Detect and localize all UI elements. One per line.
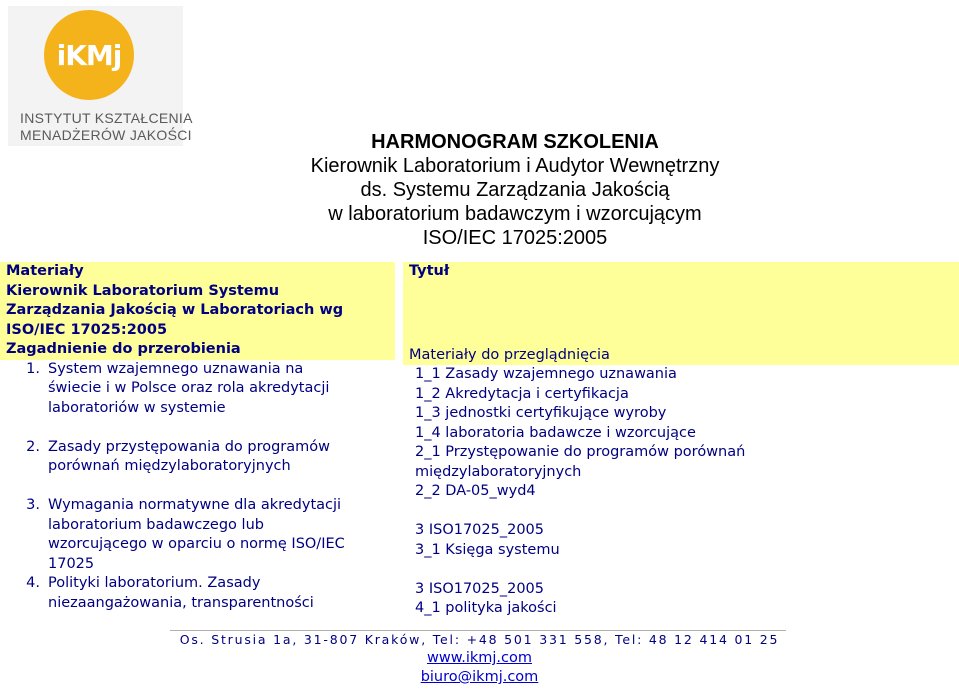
topic-line: porównań międzylaboratoryjnych	[48, 458, 291, 474]
material-item: międzylaboratoryjnych	[415, 463, 582, 480]
left-section-header: Zagadnienie do przerobienia	[0, 340, 395, 360]
topic-number: 2.	[26, 438, 40, 455]
topic-item	[0, 574, 395, 613]
material-item: 1_1 Zasady wzajemnego uznawania	[415, 366, 677, 382]
material-item: 3_1 Księga systemu	[415, 541, 560, 558]
topic-line: niezaangażowania, transparentności	[48, 594, 314, 611]
topic-line: 17025	[48, 555, 95, 572]
topic-item	[0, 360, 395, 419]
topic-item	[0, 496, 395, 574]
website-link[interactable]: www.ikmj.com	[426, 650, 532, 666]
materials-list	[403, 365, 959, 619]
material-item: 2_2 DA-05_wyd4	[415, 483, 536, 499]
topic-line: Zasady przystępowania do programów	[48, 438, 331, 455]
course-subtitle-1: Kierownik Laboratorium Systemu	[0, 282, 395, 302]
topic-number: 3.	[26, 497, 40, 513]
material-item: 1_2 Akredytacja i certyfikacja	[415, 385, 629, 402]
title-line-5: ISO/IEC 17025:2005	[422, 227, 608, 249]
material-item: 3 ISO17025_2005	[415, 580, 545, 597]
course-subtitle-2: Zarządzania Jakością w Laboratoriach wg	[0, 301, 395, 321]
right-section-header: Materiały do przeglądnięcia	[403, 346, 959, 366]
material-item: 4_1 polityka jakości	[415, 600, 557, 616]
logo-text-line1: INSTYTUT KSZTAŁCENIA	[20, 110, 193, 126]
left-header: Materiały	[0, 262, 395, 282]
footer-divider	[170, 630, 786, 631]
topic-list	[0, 360, 395, 614]
footer-address: Os. Strusia 1a, 31-807 Kraków, Tel: +48 501 331 558, Tel: 48 12 414 01 25	[179, 632, 780, 647]
logo-mark: iKMj	[44, 10, 134, 100]
topic-line: Polityki laboratorium. Zasady	[48, 575, 261, 591]
course-subtitle-3: ISO/IEC 17025:2005	[0, 321, 395, 341]
document-title	[190, 130, 840, 250]
topic-line: Wymagania normatywne dla akredytacji	[48, 497, 342, 513]
topic-number: 4.	[26, 575, 40, 591]
topic-number: 1.	[26, 360, 40, 377]
title-line-2: Kierownik Laboratorium i Audytor Wewnętrzny	[310, 155, 720, 177]
topic-line: System wzajemnego uznawania na	[48, 360, 304, 377]
email-link[interactable]: biuro@ikmj.com	[420, 669, 539, 685]
material-item: 2_1 Przystępowanie do programów porównań	[415, 444, 746, 460]
right-column	[403, 262, 959, 619]
company-logo	[8, 6, 193, 146]
title-line-4: w laboratorium badawczym i wzorcującym	[328, 203, 702, 225]
topic-item	[0, 438, 395, 477]
right-header: Tytuł	[403, 262, 959, 282]
topic-line: laboratorium badawczego lub	[48, 516, 264, 533]
topic-line: świecie i w Polsce oraz rola akredytacji	[48, 380, 330, 396]
title-line-3: ds. Systemu Zarządzania Jakością	[360, 179, 670, 201]
material-item: 3 ISO17025_2005	[415, 522, 545, 538]
right-header-filler	[403, 282, 959, 346]
material-item: 1_4 laboratoria badawcze i wzorcujące	[415, 424, 696, 441]
left-column	[0, 262, 395, 613]
topic-line: laboratoriów w systemie	[48, 399, 226, 416]
topic-line: wzorcującego w oparciu o normę ISO/IEC	[48, 536, 345, 552]
material-item: 1_3 jednostki certyfikujące wyroby	[415, 405, 667, 421]
logo-text-line2: MENADŻERÓW JAKOŚCI	[20, 127, 192, 143]
title-line-1: HARMONOGRAM SZKOLENIA	[371, 131, 659, 153]
